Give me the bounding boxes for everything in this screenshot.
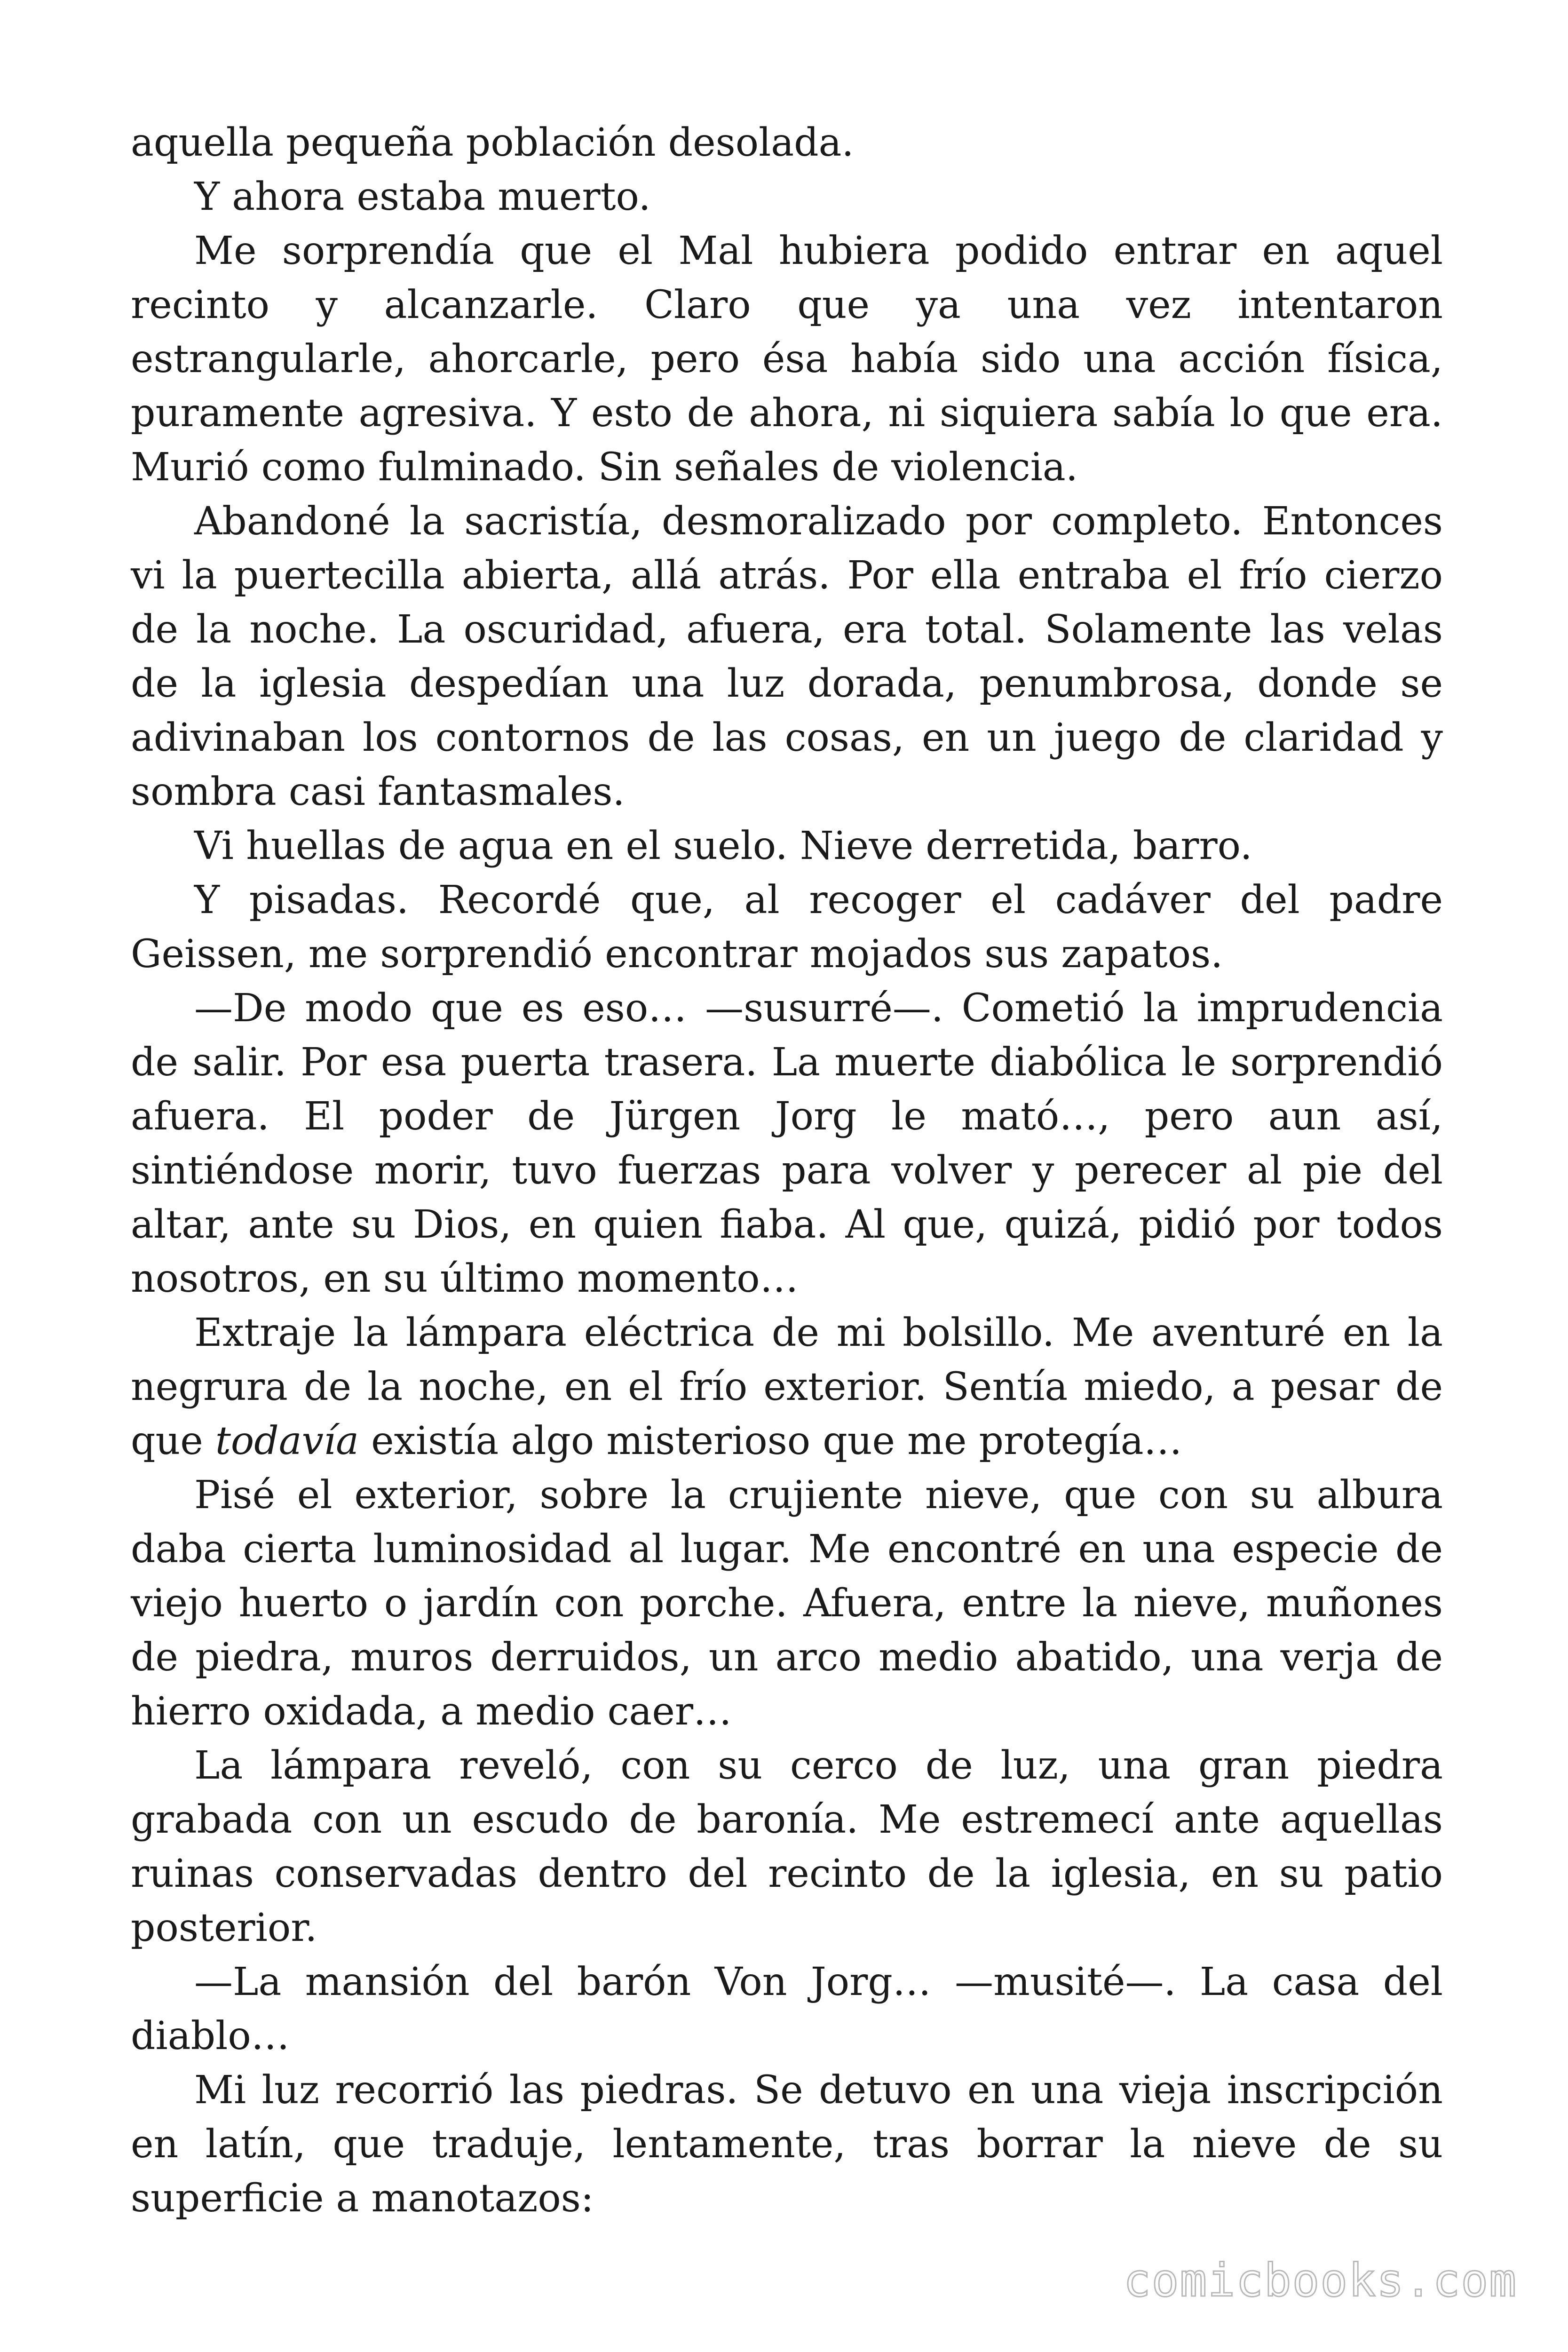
paragraph-8-text-before: Extraje la lámpara eléctrica de mi bolsillo. Me aventuré en la negrura de la noche, en el frío exterior. Sentía miedo, a pesar de que	[131, 1311, 1443, 1463]
paragraph-5: Vi huellas de agua en el suelo. Nieve derretida, barro.	[194, 824, 1252, 868]
paragraph-7: —De modo que es eso… —susurré—. Cometió la imprudencia de salir. Por esa puerta trasera. La muerte diabólica le sorprendió afuera. El poder de Jürgen Jorg le mató…, pero aun así, sintiéndose morir, tuvo fuerzas para volver y perecer al pie del altar, ante su Dios, en quien fiaba. Al que, quizá, pidió por todos nosotros, en su último momento…	[131, 986, 1443, 1301]
paragraph-4: Abandoné la sacristía, desmoralizado por completo. Entonces vi la puertecilla abierta, allá atrás. Por ella entraba el frío cierzo de la noche. La oscuridad, afuera, era total. Solamente las velas de la iglesia despedían una luz dorada, penumbrosa, donde se adivinaban los contornos de las cosas, en un juego de claridad y sombra casi fantasmales.	[131, 499, 1443, 814]
paragraph-12: Mi luz recorrió las piedras. Se detuvo en una vieja inscripción en latín, que traduje, lentamente, tras borrar la nieve de su superficie a manotazos:	[131, 2068, 1443, 2221]
paragraph-11: —La mansión del barón Von Jorg… —musité—. La casa del diablo…	[131, 1960, 1443, 2058]
paragraph-9: Pisé el exterior, sobre la crujiente nieve, que con su albura daba cierta luminosidad al lugar. Me encontré en una especie de viejo huerto o jardín con porche. Afuera, entre la nieve, muñones de piedra, muros derruidos, un arco medio abatido, una verja de hierro oxidada, a medio caer…	[131, 1473, 1443, 1734]
paragraph-8-text-after: existía algo misterioso que me protegía…	[359, 1419, 1182, 1463]
paragraph-8	[131, 1306, 1443, 1468]
paragraph-3: Me sorprendía que el Mal hubiera podido entrar en aquel recinto y alcanzarle. Claro que ya una vez intentaron estrangularle, ahorcarle, pero ésa había sido una acción física, puramente agresiva. Y esto de ahora, ni siquiera sabía lo que era. Murió como fulminado. Sin señales de violencia.	[131, 229, 1443, 490]
paragraph-6: Y pisadas. Recordé que, al recoger el cadáver del padre Geissen, me sorprendió encontrar mojados sus zapatos.	[131, 878, 1443, 977]
paragraph-2: Y ahora estaba muerto.	[194, 175, 651, 219]
emphasized-word: todavía	[215, 1419, 359, 1463]
paragraph-1: aquella pequeña población desolada.	[131, 120, 854, 165]
site-watermark: comicbooks.com	[1123, 2254, 1517, 2307]
page-text	[131, 116, 1443, 2225]
paragraph-10: La lámpara reveló, con su cerco de luz, una gran piedra grabada con un escudo de baronía. Me estremecí ante aquellas ruinas conservadas dentro del recinto de la iglesia, en su patio posterior.	[131, 1743, 1443, 1950]
